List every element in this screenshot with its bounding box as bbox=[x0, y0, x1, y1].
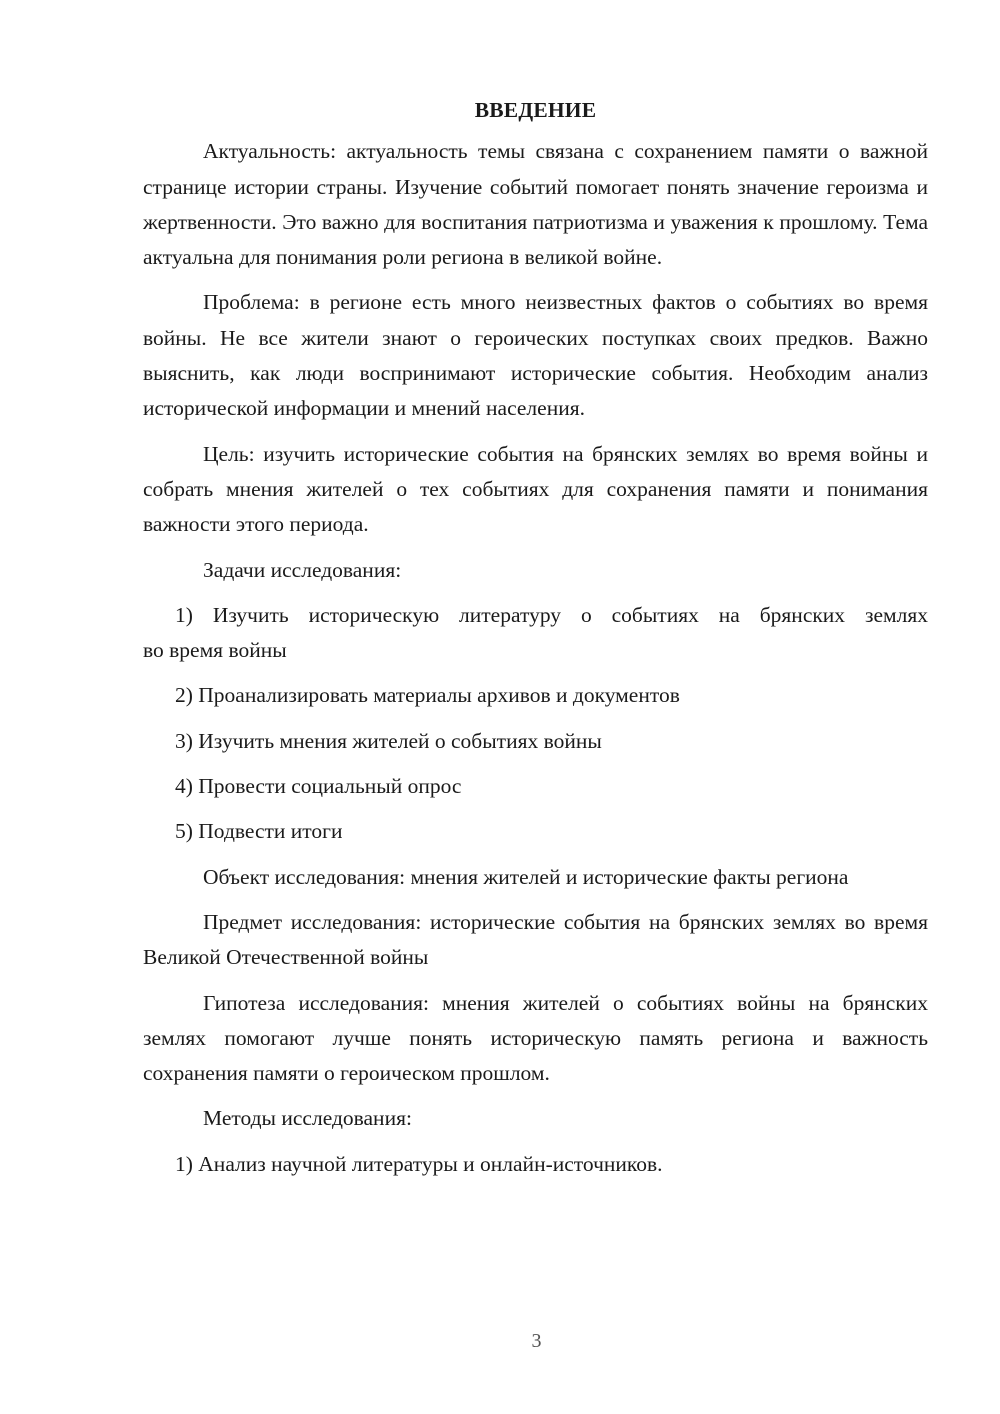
section-title: ВВЕДЕНИЕ bbox=[474, 98, 597, 122]
task-item-3 bbox=[143, 724, 928, 759]
page-content bbox=[143, 93, 928, 1192]
paragraph-goal: Цель: изучить исторические события на брянских землях во время войны и собрать мнения жителей о тех событиях для сохранения памяти и понимания важности этого периода. bbox=[143, 441, 928, 537]
task-item-5-line: 5) Подвести итоги bbox=[175, 819, 343, 844]
paragraph-object: Объект исследования: мнения жителей и исторические факты региона bbox=[203, 864, 849, 889]
page-number: 3 bbox=[531, 1330, 542, 1352]
task-item-2 bbox=[143, 678, 928, 713]
tasks-heading: Задачи исследования: bbox=[203, 557, 402, 582]
method-item-1-line: 1) Анализ научной литературы и онлайн-источников. bbox=[175, 1151, 663, 1176]
methods-heading: Методы исследования: bbox=[203, 1106, 412, 1131]
paragraph-relevance: Актуальность: актуальность темы связана с сохранением памяти о важной странице истории страны. Изучение событий помогает понять значение героизма и жертвенности. Это важно для воспитания патриотизма и уважения к прошлому. Тема актуальна для понимания роли региона в великой войне. bbox=[143, 139, 928, 270]
task-item-4-line: 4) Провести социальный опрос bbox=[175, 774, 462, 799]
task-item-4 bbox=[143, 769, 928, 804]
paragraph-hypothesis: Гипотеза исследования: мнения жителей о событиях войны на брянских землях помогают лучше понять историческую память региона и важность сохранения памяти о героическом прошлом. bbox=[143, 990, 928, 1086]
task-item-1-line: 1) Изучить историческую литературу о событиях на брянских землях bbox=[175, 602, 928, 627]
paragraph-subject: Предмет исследования: исторические события на брянских землях во время Великой Отечественной войны bbox=[143, 909, 928, 970]
method-item-1 bbox=[143, 1147, 928, 1182]
task-item-3-line: 3) Изучить мнения жителей о событиях войны bbox=[175, 728, 602, 753]
task-item-2-line: 2) Проанализировать материалы архивов и документов bbox=[175, 683, 680, 708]
task-item-5 bbox=[143, 814, 928, 849]
task-item-1 bbox=[143, 598, 928, 669]
task-item-1-continuation: во время войны bbox=[143, 638, 287, 663]
paragraph-problem: Проблема: в регионе есть много неизвестных фактов о событиях во время войны. Не все жители знают о героических поступках своих предков. Важно выяснить, как люди воспринимают исторические события. Необходим анализ исторической информации и мнений населения. bbox=[143, 290, 928, 421]
